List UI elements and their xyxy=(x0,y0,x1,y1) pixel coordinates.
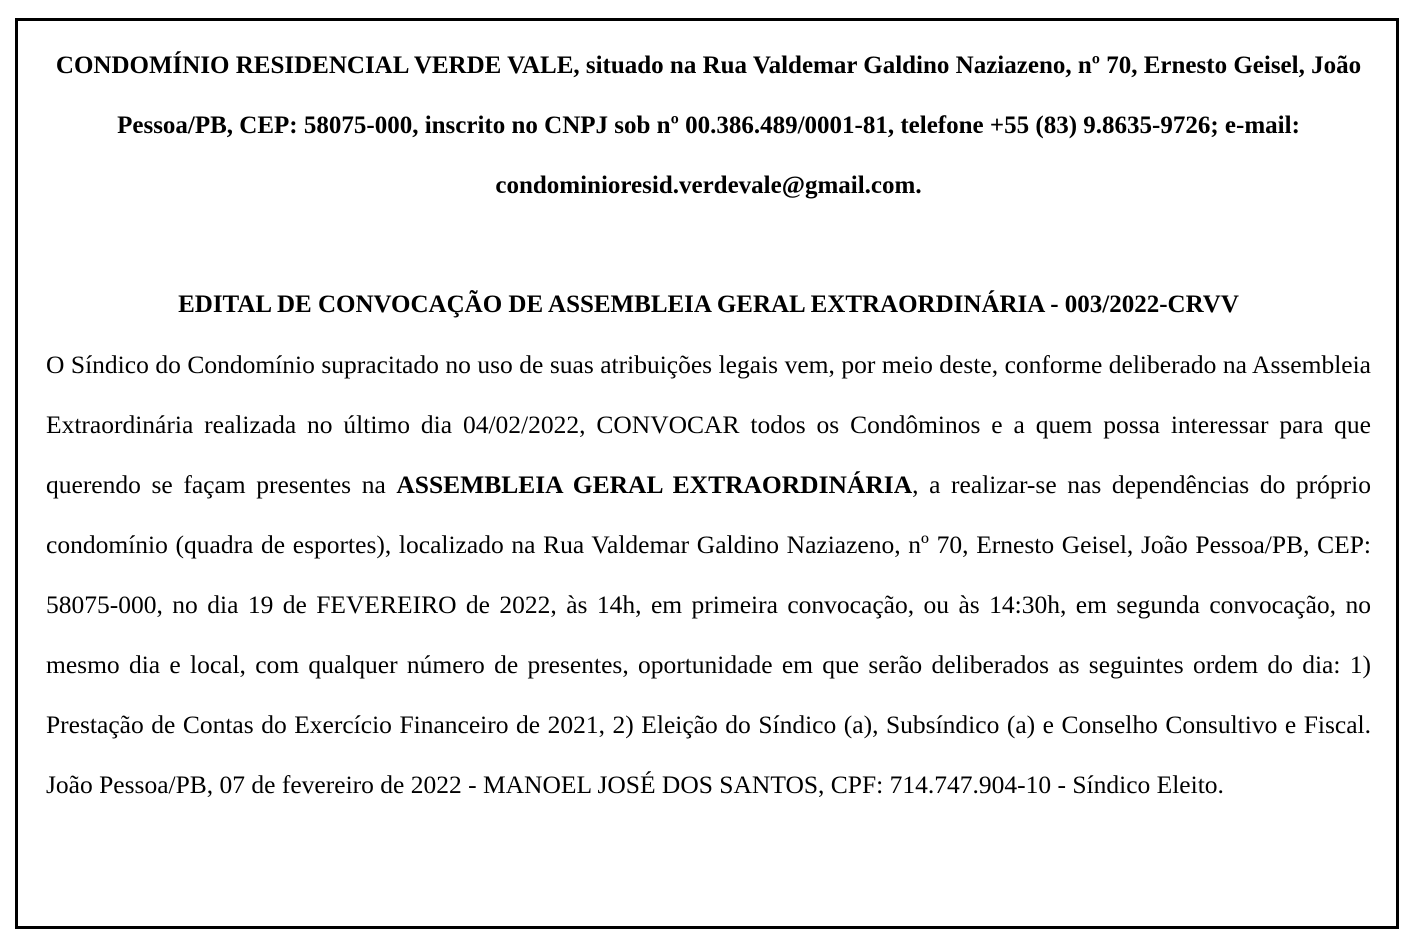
edital-title: EDITAL DE CONVOCAÇÃO DE ASSEMBLEIA GERAL EXTRAORDINÁRIA - 003/2022-CRVV xyxy=(178,291,1239,318)
document-content xyxy=(46,36,1371,815)
body-text-part2: , a realizar-se nas dependências do próprio condomínio (quadra de esportes), localizado na Rua Valdemar Galdino Naziazeno, nº 70, Ernesto Geisel, João Pessoa/PB, CEP: 58075-000, no dia 19 de FEVEREIRO de 2022, às 14h, em primeira convocação, ou às 14:30h, em segunda convocação, no mesmo dia e local, com qualquer número de presentes, oportunidade em que serão deliberados as seguintes ordem do dia: 1) Prestação de Contas do Exercício Financeiro de 2021, 2) Eleição do Síndico (a), Subsíndico (a) e Conselho Consultivo e Fiscal. João Pessoa/PB, 07 de fevereiro de 2022 - MANOEL JOSÉ DOS SANTOS, CPF: 714.747.904-10 - Síndico Eleito. xyxy=(46,470,1371,799)
body-text-part1: O Síndico do Condomínio supracitado no uso de suas atribuições legais vem, por meio deste, conforme deliberado na Assembleia Extraordinária realizada no último dia 04/02/2022, CONVOCAR todos os Condôminos e a quem possa interessar para que querendo se façam presentes na xyxy=(46,350,1371,499)
edital-body xyxy=(46,335,1371,815)
body-bold-assembly: ASSEMBLEIA GERAL EXTRAORDINÁRIA xyxy=(396,470,913,499)
condominium-header: CONDOMÍNIO RESIDENCIAL VERDE VALE, situado na Rua Valdemar Galdino Naziazeno, nº 70, Ernesto Geisel, João Pessoa/PB, CEP: 58075-000, inscrito no CNPJ sob nº 00.386.489/0001-81, telefone +55 (83) 9.8635-9726; e-mail: condominioresid.verdevale@gmail.com. xyxy=(55,52,1362,199)
document-frame xyxy=(15,18,1399,929)
